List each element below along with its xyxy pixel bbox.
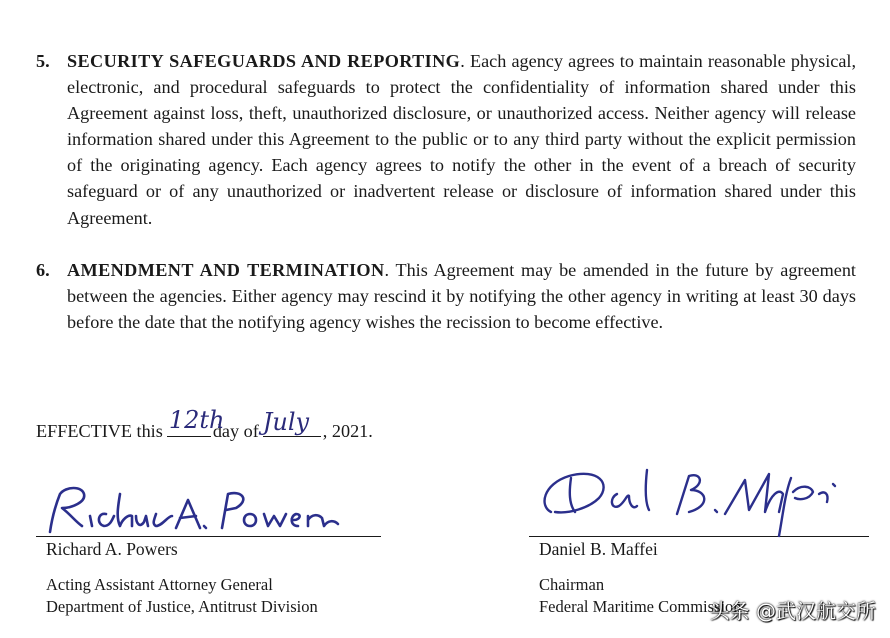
section-text: . This Agreement may be amended in the future by agreement between the agencies. Either agency may rescind it by notifying the other agency in writing at least 30 days before the date that the notifying agency wishes the recission to become effective. — [67, 260, 856, 333]
signature-block-left — [36, 476, 381, 618]
section-body — [67, 257, 856, 335]
section-heading: AMENDMENT AND TERMINATION — [67, 260, 385, 280]
signer-department-line: Department of Justice, Antitrust Division — [46, 597, 318, 616]
section-6 — [36, 257, 856, 335]
effective-suffix: , 2021. — [322, 421, 373, 441]
section-heading: SECURITY SAFEGUARDS AND REPORTING — [67, 51, 461, 71]
signer-name: Daniel B. Maffei — [539, 539, 658, 559]
effective-prefix: EFFECTIVE this — [36, 421, 163, 441]
month-blank — [262, 408, 321, 437]
effective-date-line — [36, 406, 373, 442]
handwritten-day: 12th — [168, 406, 225, 434]
section-number: 5. — [36, 51, 50, 71]
effective-middle: day of — [212, 421, 259, 441]
day-blank — [167, 406, 225, 437]
signature-line — [36, 476, 381, 537]
signature-line — [529, 476, 869, 537]
signature-richard-powers — [36, 476, 381, 536]
signer-title-line: Acting Assistant Attorney General — [46, 575, 273, 594]
signer-department-line: Federal Maritime Commission — [539, 597, 742, 616]
handwritten-month: July — [262, 408, 310, 436]
section-5 — [36, 48, 856, 231]
section-text: . Each agency agrees to maintain reasonable physical, electronic, and procedural safeguards to protect the confidentiality of information shared under this Agreement against loss, theft, unauthorized disclosure, or unauthorized access. Neither agency will release information shared under this Agreement to the public or to any third party without the explicit permission of the originating agency. Each agency agrees to notify the other in the event of a breach of security safeguard or of any unauthorized or inadvertent release or disclosure of information shared under this Agreement. — [67, 51, 856, 228]
signer-title — [46, 574, 381, 618]
signer-name: Richard A. Powers — [46, 539, 178, 559]
watermark: 头条 @武汉航交所 — [709, 599, 876, 623]
section-number: 6. — [36, 260, 50, 280]
section-body — [67, 48, 856, 231]
signer-title-line: Chairman — [539, 575, 605, 594]
signature-daniel-maffei — [529, 454, 869, 544]
